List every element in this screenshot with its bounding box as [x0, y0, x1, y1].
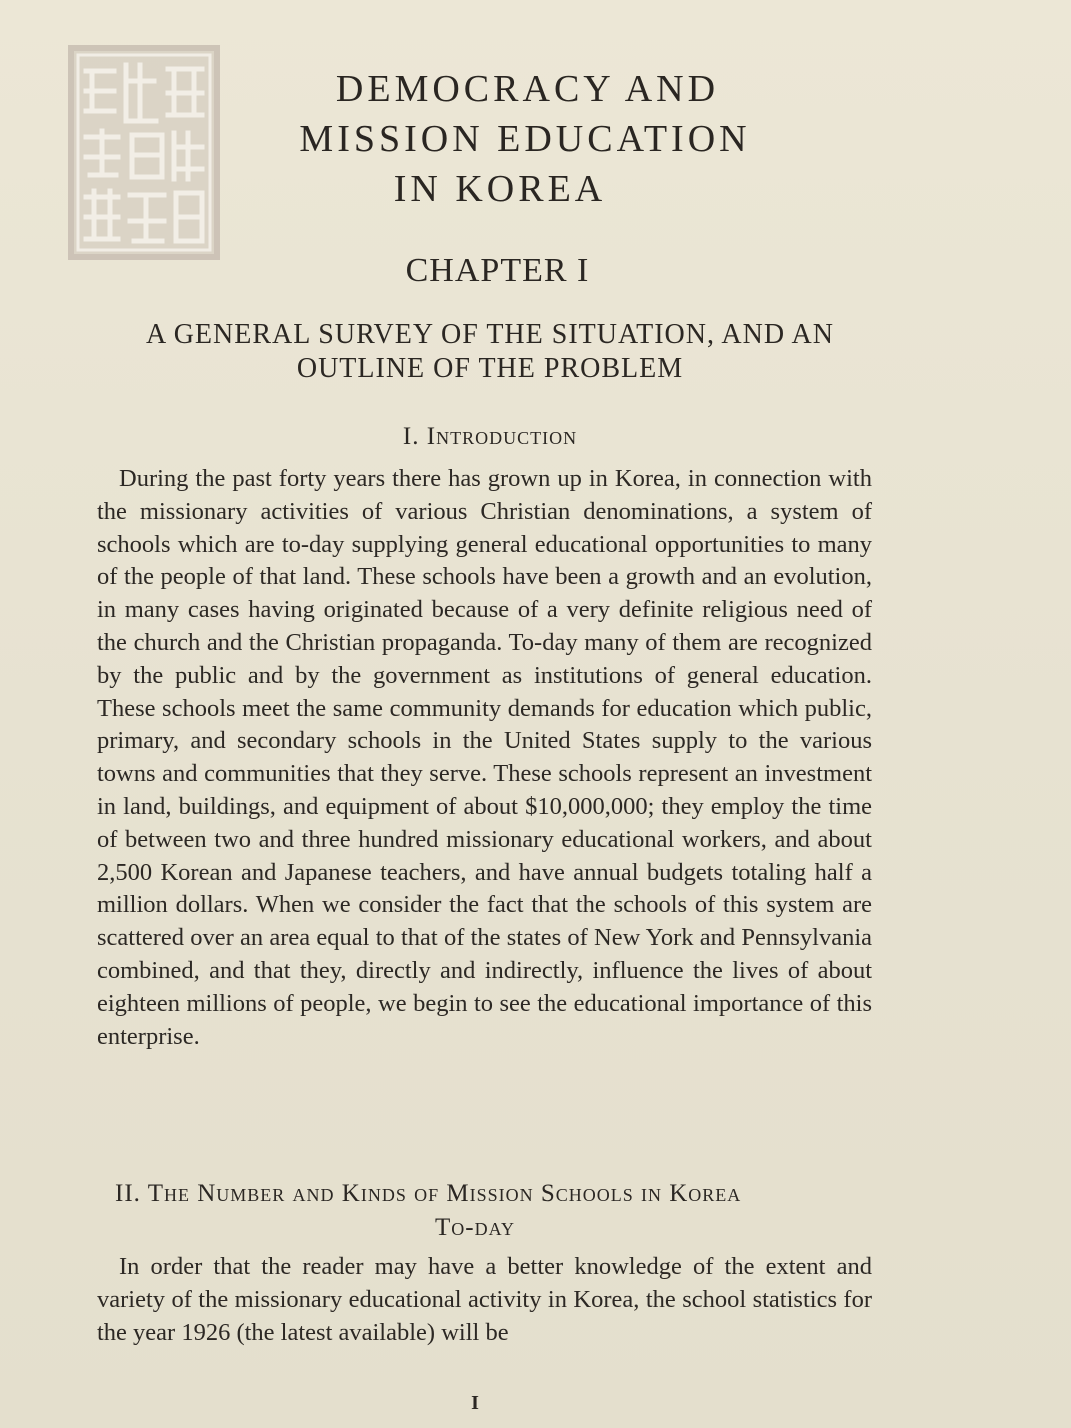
section-1-paragraph-text: During the past forty years there has grown up in Korea, in connection with the missionary activities of various Christian denominations, a system of schools which are to-day supplying general educational opportunities to many of the people of that land. These schools have been a growth and an evolution, in many cases having originated because of a very definite religious need of the church and the Christian propaganda. To-day many of them are recognized by the public and by the government as institutions of general education. These schools meet the same community demands for education which public, primary, and secondary schools in the United States supply to the various towns and communities that they serve. These schools represent an investment in land, buildings, and equipment of about $10,000,000; they employ the time of between two and three hundred missionary educational workers, and about 2,500 Korean and Japanese teachers, and have annual budgets totaling half a million dollars. When we consider the fact that the schools of this system are scattered over an area equal to that of the states of New York and Pennsylvania combined, and that they, directly and indirectly, influence the lives of about eighteen millions of people, we begin to see the educational importance of this enterprise. — [97, 465, 872, 1050]
chapter-title-line-2: OUTLINE OF THE PROBLEM — [296, 353, 684, 384]
section-2-heading-line-1: II. The Number and Kinds of Mission Schools in Korea — [115, 1180, 742, 1207]
ownership-seal-stamp — [68, 45, 220, 260]
section-1-heading: I. Introduction — [402, 423, 578, 450]
book-title-line-1: DEMOCRACY AND — [335, 68, 720, 110]
chapter-title-line-1: A GENERAL SURVEY OF THE SITUATION, AND AN — [146, 319, 834, 350]
chapter-label: CHAPTER I — [405, 252, 590, 289]
page-number: I — [471, 1392, 479, 1414]
book-title-line-2: MISSION EDUCATION — [299, 118, 751, 160]
book-title-line-3: IN KOREA — [393, 168, 607, 210]
section-1-paragraph — [97, 463, 872, 1053]
section-2-heading-line-2: To-day — [435, 1214, 515, 1241]
seal-glyph-icon — [74, 51, 214, 254]
chapter-title — [90, 318, 890, 386]
section-2-paragraph-text: In order that the reader may have a better knowledge of the extent and variety of the missionary educational activity in Korea, the school statistics for the year 1926 (the latest available) will be — [97, 1253, 872, 1346]
section-2-paragraph — [97, 1251, 872, 1349]
